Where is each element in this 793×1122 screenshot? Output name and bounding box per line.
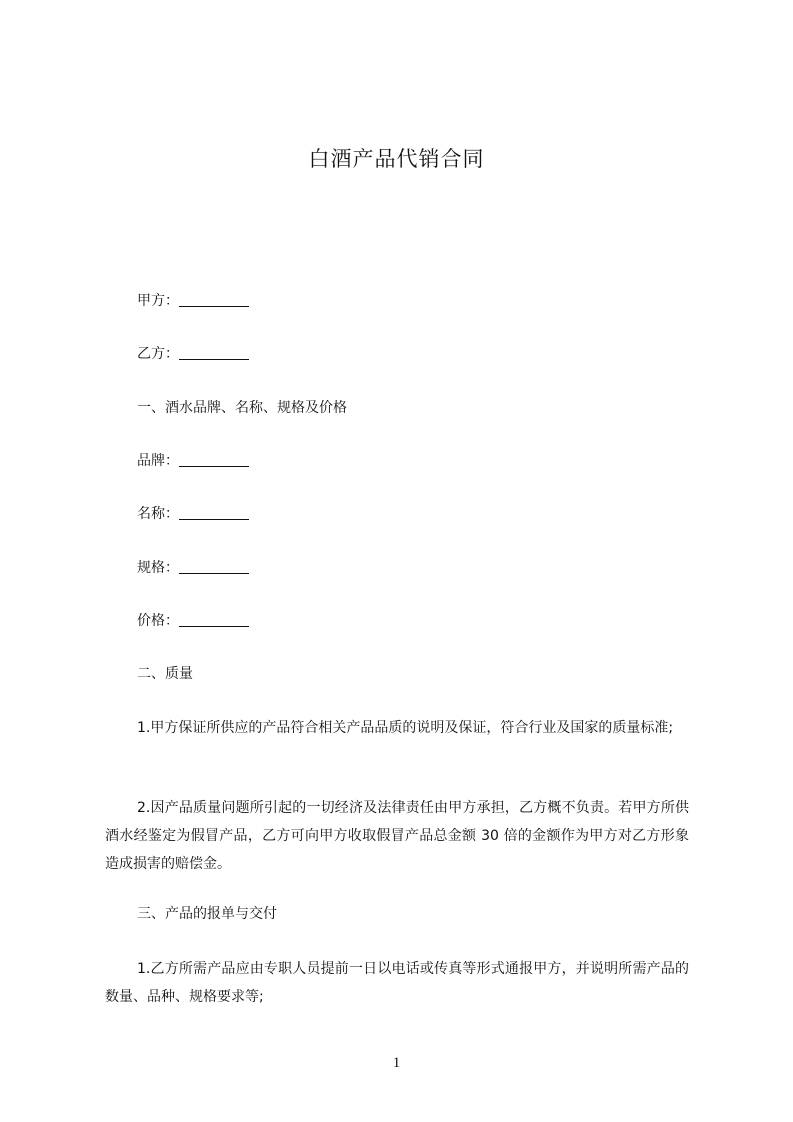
- name-label: 名称：: [137, 506, 179, 522]
- document-title: 白酒产品代销合同: [308, 147, 485, 171]
- brand-label: 品牌：: [137, 453, 179, 469]
- quality-clause-2-text: 2.因产品质量问题所引起的一切经济及法律责任由甲方承担，乙方概不负责。若甲方所供酒水经鉴定为假冒产品，乙方可向甲方收取假冒产品总金额 30 倍的金额作为甲方对乙方形象造成损害的赔偿金。: [105, 800, 689, 872]
- price-line: [137, 610, 249, 632]
- quality-clause-2: [105, 794, 689, 878]
- name-blank: [179, 505, 249, 520]
- party-a-label: 甲方：: [137, 293, 179, 309]
- spec-blank: [179, 559, 249, 574]
- brand-blank: [179, 452, 249, 467]
- party-b-label: 乙方：: [137, 346, 179, 362]
- delivery-clause-1: [105, 955, 689, 1011]
- quality-clause-1-text: 1.甲方保证所供应的产品符合相关产品品质的说明及保证，符合行业及国家的质量标准;: [137, 720, 674, 736]
- spec-label: 规格：: [137, 560, 179, 576]
- spec-line: [137, 557, 249, 579]
- party-a-line: [137, 290, 249, 312]
- party-b-blank: [179, 345, 249, 360]
- name-line: [137, 503, 249, 525]
- quality-clause-1: [105, 714, 689, 742]
- section-2-heading: 二、质量: [137, 666, 193, 682]
- section-1-heading: 一、酒水品牌、名称、规格及价格: [137, 400, 347, 416]
- price-blank: [179, 612, 249, 627]
- party-b-line: [137, 343, 249, 365]
- section-3-heading: 三、产品的报单与交付: [137, 906, 277, 922]
- price-label: 价格：: [137, 613, 179, 629]
- brand-line: [137, 450, 249, 472]
- party-a-blank: [179, 292, 249, 307]
- delivery-clause-1-text: 1.乙方所需产品应由专职人员提前一日以电话或传真等形式通报甲方，并说明所需产品的数量、品种、规格要求等;: [105, 961, 689, 1005]
- page-number: 1: [392, 1055, 401, 1071]
